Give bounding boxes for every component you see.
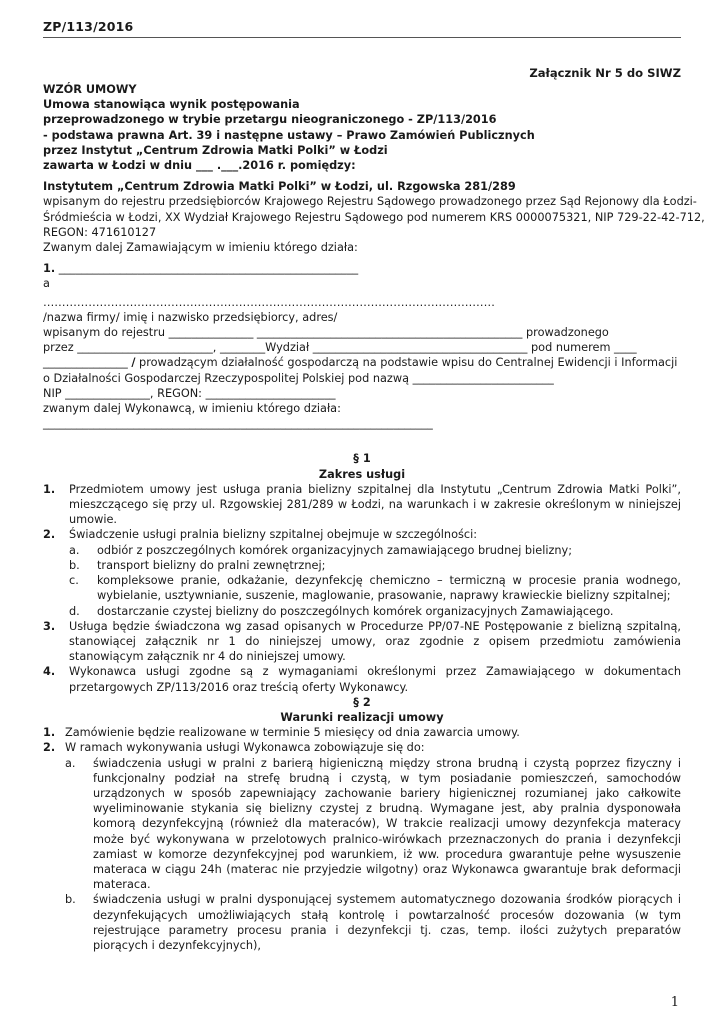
item-number: 2. <box>43 528 56 542</box>
sub-list-item <box>65 892 681 953</box>
sub-item-text: kompleksowe pranie, odkażanie, dezynfekcję chemiczno – termiczną w procesie prania wodnego, wybielanie, usztywnianie, suszenie, maglowanie, prasowanie, naprawy krawieckie bielizny szpitalnej; <box>97 574 681 603</box>
item-text: Usługa będzie świadczona wg zasad opisanych w Procedurze PP/07-NE Postępowanie z bielizną szpitalną, stanowiącej załącznik nr 1 do niniejszej umowy, oraz zgodnie z opisem przedmiotu zamówienia stanowiącym załącznik nr 4 do niniejszej umowy. <box>69 619 681 664</box>
contractor-registry: przez ________________________, ________Wydział ______________________________________ pod numerem ____ <box>43 341 637 355</box>
registry-text: wpisanym do rejestru przedsiębiorców Krajowego Rejestru Sądowego prowadzonego przez Sąd Rejonowy dla Łodzi- <box>43 195 697 209</box>
page-number: 1 <box>670 994 679 1010</box>
title-line: zawarta w Łodzi w dniu ___ .___.2016 r. pomiędzy: <box>43 159 356 173</box>
header-divider <box>43 37 681 38</box>
sub-item-text: świadczenia usługi w pralni z barierą higieniczną między strona brudną i czystą poprzez fizyczny i funkcjonalny podział na strefę brudną i czystą, w tym posiadanie pomieszczeń, samochodów urządzonych w sposób zapewniający zachowanie bariery higienicznej rozumianej jako całkowite wyeliminowanie stykania się bielizny czystej z brudną. Wymagane jest, aby pralnia dysponowała komorą dezynfekcyjną (również dla materaców), W trakcie realizacji umowy dezynfekcja materacy może być wykonywana w przelotowych pralnico-wirówkach przeznaczonych do prania i dezynfekcji zamiast w komorze dezynfekcyjnej pod warunkiem, iż ww. procedura gwarantuje pełne wysuszenie materaca w ciągu 24h (materac nie przyjedzie wilgotny) oraz Wykonawca gwarantuje brak deformacji materaca. <box>93 756 681 892</box>
section-2 <box>43 695 681 953</box>
sub-item-text: transport bielizny do pralni zewnętrznej; <box>97 558 326 572</box>
title-line: WZÓR UMOWY <box>43 83 137 96</box>
item-number: 1. <box>43 482 56 496</box>
section-2-title: Warunki realizacji umowy <box>280 710 444 724</box>
title-line: - podstawa prawna Art. 39 i następne ustawy – Prawo Zamówień Publicznych <box>43 128 535 142</box>
item-text: W ramach wykonywania usługi Wykonawca zobowiązuje się do: <box>65 741 425 755</box>
representative-line <box>43 261 681 276</box>
item-number: 4. <box>43 665 56 679</box>
list-item <box>43 482 681 528</box>
title-line: przez Instytut „Centrum Zdrowia Matki Polki” w Łodzi <box>43 143 388 157</box>
sub-item-letter: a. <box>69 543 80 557</box>
item-number: 1. <box>43 726 56 740</box>
contractor-registry: o Działalności Gospodarczej Rzeczypospolitej Polskiej pod nazwą _________________________ <box>43 371 554 385</box>
registry-text: Śródmieścia w Łodzi, XX Wydział Krajowego Rejestru Sądowego pod numerem KRS 0000075321, NIP 729-22-42-712, <box>43 210 705 224</box>
title-line: Umowa stanowiąca wynik postępowania <box>43 98 300 112</box>
sub-list-item <box>69 604 681 619</box>
list-item <box>43 740 681 755</box>
sub-item-text: świadczenia usługi w pralni dysponującej systemem automatycznego dozowania środków piorących i dezynfekujących umożliwiających stałą kontrolę i powtarzalność procesów dozowania (w tym rejestrujące parametry procesu prania i dezynfekcji tj. czas, temp. ilości zużytych preparatów piorących i dezynfekcyjnych), <box>93 893 681 952</box>
section-2-number: § 2 <box>353 695 371 709</box>
contractor-representative-blank: _____________________________________________________________________ <box>43 417 433 431</box>
sub-list-item <box>65 756 681 893</box>
representative-number: 1. <box>43 262 56 276</box>
contractor-registry: wpisanym do rejestru _______________ _______________________________________________ prowadzonego <box>43 326 609 340</box>
registry-business-text: prowadzącym działalność gospodarczą na podstawie wpisu do Centralnej Ewidencji i Informacji <box>135 356 678 370</box>
title-block <box>43 82 681 173</box>
company-name-hint: /nazwa firmy/ imię i nazwisko przedsiębiorcy, adres/ <box>43 310 338 324</box>
item-text: Świadczenie usługi pralnia bielizny szpitalnej obejmuje w szczególności: <box>69 528 478 542</box>
contractor-representative-text: zwanym dalej Wykonawcą, w imieniu którego działa: <box>43 402 341 416</box>
registry-text: REGON: 471610127 <box>43 225 157 239</box>
nip-regon-line: NIP _______________, REGON: _______________________ <box>43 386 336 400</box>
sub-item-letter: d. <box>69 604 80 618</box>
section-1-number: § 1 <box>353 452 371 466</box>
sub-item-letter: a. <box>65 756 76 770</box>
registry-slash: / <box>131 356 136 370</box>
contractor-registry <box>43 355 681 370</box>
item-text: Przedmiotem umowy jest usługa prania bielizny szpitalnej dla Instytutu „Centrum Zdrowia Matki Polki”, mieszczącego się przy ul. Rzgowskiej 281/289 w Łodzi, na warunkach i w zakresie określonym w niniejszej umowie. <box>69 482 681 527</box>
sub-item-letter: c. <box>69 574 79 588</box>
sub-item-text: dostarczanie czystej bielizny do poszczególnych komórek organizacyjnych Zamawiającego. <box>97 604 614 618</box>
representative-text: Zwanym dalej Zamawiającym w imieniu którego działa: <box>43 241 358 255</box>
conjunction: a <box>43 277 50 291</box>
title-line: przeprowadzonego w trybie przetargu nieograniczonego - ZP/113/2016 <box>43 113 497 127</box>
ordering-party-name: Instytutem „Centrum Zdrowia Matki Polki” w Łodzi, ul. Rzgowska 281/289 <box>43 180 516 194</box>
party-contractor <box>43 276 681 431</box>
attachment-label: Załącznik Nr 5 do SIWZ <box>529 66 681 80</box>
sub-list-item <box>69 543 681 558</box>
dotted-fill-line: ………………………………………………………………………………………………………… <box>43 295 495 309</box>
document-body <box>43 82 705 953</box>
list-item <box>43 664 681 694</box>
list-item <box>43 619 681 665</box>
party-ordering <box>43 179 705 276</box>
list-item <box>43 725 681 740</box>
sub-item-letter: b. <box>65 893 76 907</box>
sub-list-item <box>69 558 681 573</box>
section-1 <box>43 451 681 694</box>
document-code: ZP/113/2016 <box>43 19 134 34</box>
sub-list-item <box>69 573 681 603</box>
item-number: 2. <box>43 741 56 755</box>
sub-item-letter: b. <box>69 558 80 572</box>
representative-blank: _____________________________________________________ <box>58 262 359 276</box>
section-1-title: Zakres usługi <box>318 467 406 481</box>
item-text: Zamówienie będzie realizowane w terminie 5 miesięcy od dnia zawarcia umowy. <box>65 726 520 740</box>
sub-item-text: odbiór z poszczególnych komórek organizacyjnych zamawiającego brudnej bielizny; <box>97 543 573 557</box>
item-number: 3. <box>43 619 56 633</box>
list-item <box>43 527 681 542</box>
registry-blank: _______________ <box>43 356 128 370</box>
item-text: Wykonawca usługi zgodne są z wymaganiami określonymi przez Zamawiającego w dokumentach przetargowych ZP/113/2016 oraz treścią oferty Wykonawcy. <box>69 665 681 694</box>
